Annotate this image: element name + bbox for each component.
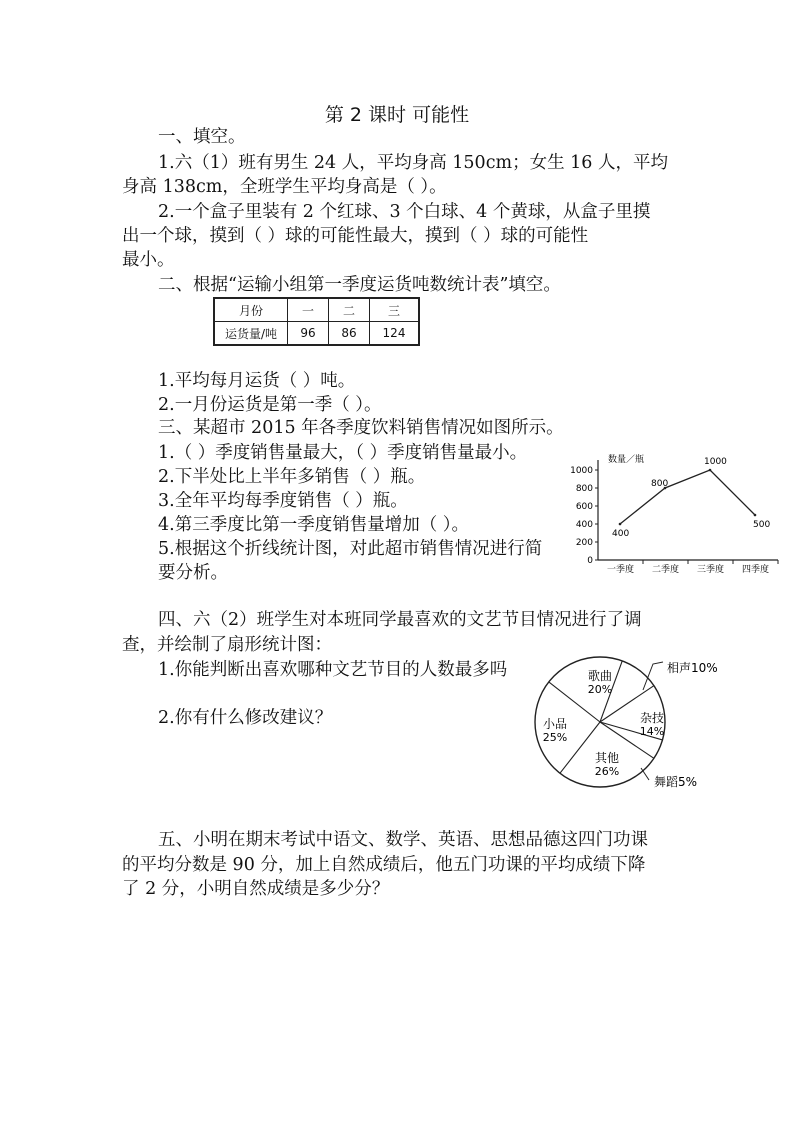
- slice-label: 歌曲: [587, 669, 613, 683]
- table-header-cell: 月份: [214, 298, 288, 322]
- sales-line-chart: [566, 448, 786, 578]
- s5-line3: 了 2 分，小明自然成绩是多少分？: [122, 879, 390, 899]
- slice-value: 20%: [587, 683, 613, 696]
- y-tick-label: 600: [575, 502, 593, 512]
- table-row: [214, 322, 419, 346]
- s3-q2: 2.下半处比上半年多销售（ ）瓶。: [158, 467, 426, 487]
- s1-q1-line1: 1.六（1）班有男生 24 人，平均身高 150cm；女生 16 人，平均: [158, 153, 668, 173]
- s3-q5-line2: 要分析。: [158, 563, 228, 583]
- data-point: [709, 469, 712, 472]
- data-point: [619, 523, 622, 526]
- s1-q2-line1: 2.一个盒子里装有 2 个红球、3 个白球、4 个黄球，从盒子里摸: [158, 202, 651, 222]
- y-tick-label: 0: [587, 556, 593, 566]
- x-tick-label: 三季度: [696, 565, 725, 575]
- table-header-cell: 三: [370, 298, 420, 322]
- data-label: 500: [753, 520, 771, 530]
- y-axis-label: 数量／瓶: [608, 455, 645, 465]
- table-header-row: [214, 298, 419, 322]
- slice-label: 相声10%: [667, 661, 718, 675]
- s2-q1: 1.平均每月运货（ ）吨。: [158, 371, 356, 391]
- table-cell: 86: [329, 322, 370, 346]
- s4-q2: 2.你有什么修改建议？: [158, 708, 333, 728]
- s3-q4: 4.第三季度比第一季度销售量增加（ ）。: [158, 515, 470, 535]
- x-tick-label: 四季度: [741, 565, 770, 575]
- s5-line1: 五、小明在期末考试中语文、数学、英语、思想品德这四门功课: [158, 830, 648, 850]
- s3-q3: 3.全年平均每季度销售（ ）瓶。: [158, 491, 408, 511]
- x-tick-label: 二季度: [651, 565, 680, 575]
- s1-q2-line2: 出一个球，摸到（ ）球的可能性最大，摸到（ ）球的可能性: [122, 226, 589, 246]
- y-tick-label: 200: [575, 538, 593, 548]
- s2-q2: 2.一月份运货是第一季（ ）。: [158, 395, 382, 415]
- slice-value: 26%: [594, 765, 620, 778]
- section1-heading: 一、填空。: [158, 127, 246, 147]
- slice-value: 25%: [542, 731, 568, 744]
- y-tick-label: 400: [575, 520, 593, 530]
- y-tick-label: 800: [575, 484, 593, 494]
- y-tick-label: 1000: [570, 466, 593, 476]
- section4-heading-line2: 查，并绘制了扇形统计图：: [122, 635, 332, 655]
- slice-label: 其他: [594, 751, 620, 765]
- data-label: 1000: [704, 457, 727, 467]
- program-pie-chart: [525, 650, 725, 800]
- data-label: 800: [651, 479, 669, 489]
- freight-table: [213, 297, 420, 346]
- s3-q5-line1: 5.根据这个折线统计图，对此超市销售情况进行简: [158, 539, 543, 559]
- s5-line2: 的平均分数是 90 分，加上自然成绩后，他五门功课的平均成绩下降: [122, 855, 646, 875]
- section4-heading-line1: 四、六（2）班学生对本班同学最喜欢的文艺节目情况进行了调: [158, 610, 642, 630]
- s4-q1: 1.你能判断出喜欢哪种文艺节目的人数最多吗: [158, 660, 508, 680]
- section3-heading: 三、某超市 2015 年各季度饮料销售情况如图所示。: [158, 418, 564, 438]
- s3-q1: 1.（ ）季度销售量最大，（ ）季度销售量最小。: [158, 443, 528, 463]
- page-title: 第 2 课时 可能性: [324, 104, 470, 126]
- section2-heading: 二、根据“运输小组第一季度运货吨数统计表”填空。: [158, 275, 561, 295]
- slice-value: 14%: [639, 725, 665, 738]
- table-cell: 96: [288, 322, 329, 346]
- slice-label: 小品: [542, 717, 568, 731]
- slice-label: 舞蹈5%: [654, 775, 698, 789]
- s1-q2-line3: 最小。: [122, 250, 175, 270]
- table-row-label: 运货量/吨: [214, 322, 288, 346]
- slice-label: 杂技: [639, 711, 665, 725]
- series-line: [620, 470, 755, 524]
- x-tick-label: 一季度: [606, 565, 635, 575]
- s1-q1-line2: 身高 138cm，全班学生平均身高是（ ）。: [122, 177, 447, 197]
- data-point: [754, 514, 757, 517]
- table-header-cell: 二: [329, 298, 370, 322]
- data-label: 400: [612, 529, 630, 539]
- table-header-cell: 一: [288, 298, 329, 322]
- table-cell: 124: [370, 322, 420, 346]
